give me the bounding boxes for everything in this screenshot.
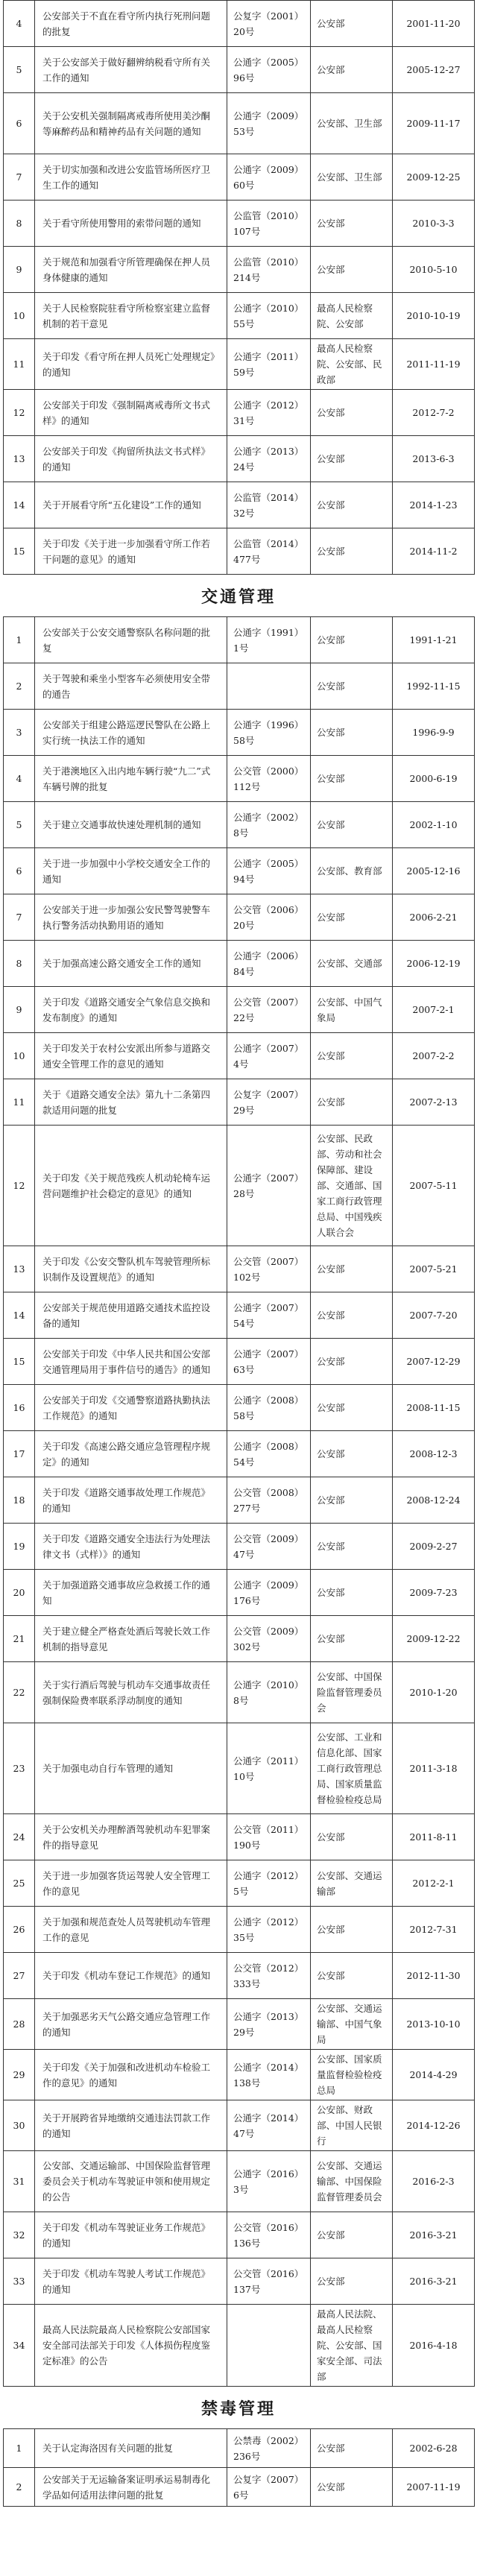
- issue-date: 2002-6-28: [393, 2429, 475, 2468]
- document-number: 公通字（2006）84号: [227, 941, 311, 987]
- issue-date: 2016-3-21: [393, 2212, 475, 2258]
- document-number: 公交管（2009）47号: [227, 1524, 311, 1570]
- issue-date: 2011-8-11: [393, 1814, 475, 1860]
- issue-date: 2008-12-3: [393, 1431, 475, 1477]
- section-header: [3, 575, 474, 616]
- row-number: 21: [4, 1616, 35, 1662]
- document-number: 公通字（2007）4号: [227, 1033, 311, 1079]
- table-row: [4, 1953, 475, 1999]
- issuing-authority: 公安部: [311, 2429, 393, 2468]
- row-number: 7: [4, 154, 35, 201]
- issue-date: 1996-9-9: [393, 710, 475, 756]
- document-number: 公交管（2016）136号: [227, 2212, 311, 2258]
- document-number: 公通字（2007）63号: [227, 1339, 311, 1385]
- document-number: 公通字（2013）29号: [227, 1999, 311, 2050]
- document-number: 公通字（2012）5号: [227, 1860, 311, 1907]
- row-number: 27: [4, 1953, 35, 1999]
- document-number: 公通字（1996）58号: [227, 710, 311, 756]
- issue-date: 2005-12-27: [393, 47, 475, 93]
- document-number: 公交管（2009）302号: [227, 1616, 311, 1662]
- row-number: 33: [4, 2258, 35, 2305]
- table-row: [4, 339, 475, 390]
- table-row: [4, 1339, 475, 1385]
- table-row: [4, 154, 475, 201]
- table-row: [4, 47, 475, 93]
- row-number: 8: [4, 941, 35, 987]
- issuing-authority: 公安部、教育部: [311, 848, 393, 894]
- row-number: 24: [4, 1814, 35, 1860]
- document-number: 公通字（2009）176号: [227, 1570, 311, 1616]
- issue-date: 2014-12-26: [393, 2100, 475, 2151]
- issuing-authority: 公安部: [311, 1616, 393, 1662]
- issue-date: 2001-11-20: [393, 1, 475, 47]
- issue-date: 2009-12-22: [393, 1616, 475, 1662]
- issuing-authority: 最高人民检察院、公安部、民政部: [311, 339, 393, 390]
- document-number: [227, 663, 311, 710]
- issuing-authority: 公安部、民政部、劳动和社会保障部、建设部、交通部、国家工商行政管理总局、中国残疾人联合会: [311, 1126, 393, 1246]
- issue-date: 2012-7-2: [393, 390, 475, 436]
- table-row: [4, 1246, 475, 1292]
- table-row: [4, 2305, 475, 2387]
- row-number: 10: [4, 293, 35, 339]
- document-title: 关于《道路交通安全法》第九十二条第四款适用问题的批复: [35, 1079, 227, 1126]
- issuing-authority: 公安部: [311, 482, 393, 528]
- document-title: 关于切实加强和改进公安监管场所医疗卫生工作的通知: [35, 154, 227, 201]
- document-title: 关于开展看守所“五化建设”工作的通知: [35, 482, 227, 528]
- document-title: 关于港澳地区入出内地车辆行驶“九二”式车辆号牌的批复: [35, 756, 227, 802]
- row-number: 8: [4, 201, 35, 247]
- issue-date: 2008-12-24: [393, 1477, 475, 1524]
- row-number: 5: [4, 47, 35, 93]
- document-title: 关于人民检察院驻看守所检察室建立监督机制的若干意见: [35, 293, 227, 339]
- row-number: 2: [4, 663, 35, 710]
- table-row: [4, 1, 475, 47]
- document-number: 公监管（2010）214号: [227, 247, 311, 293]
- issue-date: 1992-11-15: [393, 663, 475, 710]
- issue-date: 2016-3-21: [393, 2258, 475, 2305]
- row-number: 7: [4, 894, 35, 941]
- document-title: 关于开展跨省异地缴纳交通违法罚款工作的通知: [35, 2100, 227, 2151]
- document-number: 公交管（2011）190号: [227, 1814, 311, 1860]
- issue-date: 2007-2-13: [393, 1079, 475, 1126]
- row-number: 18: [4, 1477, 35, 1524]
- issue-date: 2007-2-2: [393, 1033, 475, 1079]
- issue-date: 2011-3-18: [393, 1723, 475, 1814]
- document-title: 公安部关于公安交通警察队名称问题的批复: [35, 617, 227, 663]
- issuing-authority: 公安部: [311, 1524, 393, 1570]
- table-row: [4, 1079, 475, 1126]
- document-number: 公通字（2002）8号: [227, 802, 311, 848]
- issue-date: 2005-12-16: [393, 848, 475, 894]
- table-row: [4, 1570, 475, 1616]
- document-number: 公复字（2007）29号: [227, 1079, 311, 1126]
- row-number: 26: [4, 1907, 35, 1953]
- row-number: 15: [4, 528, 35, 575]
- document-number: 公通字（2009）60号: [227, 154, 311, 201]
- row-number: 34: [4, 2305, 35, 2387]
- document-title: 关于印发《关于进一步加强看守所工作若干问题的意见》的通知: [35, 528, 227, 575]
- table-row: [4, 756, 475, 802]
- document-number: 公通字（2014）138号: [227, 2050, 311, 2100]
- issuing-authority: 公安部: [311, 436, 393, 482]
- row-number: 3: [4, 710, 35, 756]
- issuing-authority: 公安部、卫生部: [311, 154, 393, 201]
- issuing-authority: 公安部: [311, 894, 393, 941]
- issue-date: 2013-6-3: [393, 436, 475, 482]
- document-number: 公监管（2010）107号: [227, 201, 311, 247]
- table-row: [4, 2100, 475, 2151]
- row-number: 25: [4, 1860, 35, 1907]
- table-row: [4, 617, 475, 663]
- issue-date: 2014-1-23: [393, 482, 475, 528]
- document-title: 公安部关于印发《强制隔离戒毒所文书式样》的通知: [35, 390, 227, 436]
- issue-date: 1991-1-21: [393, 617, 475, 663]
- table-row: [4, 1477, 475, 1524]
- row-number: 11: [4, 1079, 35, 1126]
- issue-date: 2010-10-19: [393, 293, 475, 339]
- document-title: 最高人民法院最高人民检察院公安部国家安全部司法部关于印发《人体损伤程度鉴定标准》的公告: [35, 2305, 227, 2387]
- document-number: 公复字（2007）6号: [227, 2468, 311, 2507]
- table-row: [4, 1126, 475, 1246]
- issuing-authority: 公安部: [311, 1, 393, 47]
- row-number: 4: [4, 1, 35, 47]
- document-title: 关于建立健全严格查处酒后驾驶长效工作机制的指导意见: [35, 1616, 227, 1662]
- issuing-authority: 公安部: [311, 1079, 393, 1126]
- issuing-authority: 公安部、交通运输部、中国保险监督管理委员会: [311, 2151, 393, 2212]
- document-title: 关于认定海洛因有关问题的批复: [35, 2429, 227, 2468]
- row-number: 17: [4, 1431, 35, 1477]
- regulation-table: [3, 2428, 475, 2507]
- issue-date: 2013-10-10: [393, 1999, 475, 2050]
- document-number: 公通字（2008）58号: [227, 1385, 311, 1431]
- issue-date: 2016-4-18: [393, 2305, 475, 2387]
- table-row: [4, 848, 475, 894]
- table-row: [4, 663, 475, 710]
- issuing-authority: 公安部: [311, 1431, 393, 1477]
- regulation-table: [3, 616, 475, 2387]
- document-number: 公交管（2008）277号: [227, 1477, 311, 1524]
- table-row: [4, 894, 475, 941]
- document-number: 公通字（1991）1号: [227, 617, 311, 663]
- document-title: 关于公安机关强制隔离戒毒所使用美沙酮等麻醉药品和精神药品有关问题的通知: [35, 93, 227, 154]
- row-number: 23: [4, 1723, 35, 1814]
- issuing-authority: 公安部: [311, 1033, 393, 1079]
- document-number: 公通字（2013）24号: [227, 436, 311, 482]
- issue-date: 2009-11-17: [393, 93, 475, 154]
- row-number: 13: [4, 1246, 35, 1292]
- table-row: [4, 2258, 475, 2305]
- row-number: 14: [4, 482, 35, 528]
- row-number: 22: [4, 1662, 35, 1723]
- document-number: 公交管（2016）137号: [227, 2258, 311, 2305]
- document-title: 关于加强道路交通事故应急救援工作的通知: [35, 1570, 227, 1616]
- table-row: [4, 710, 475, 756]
- table-row: [4, 390, 475, 436]
- row-number: 11: [4, 339, 35, 390]
- issue-date: 2007-5-21: [393, 1246, 475, 1292]
- document-title: 关于公安机关办理醉酒驾驶机动车犯罪案件的指导意见: [35, 1814, 227, 1860]
- issuing-authority: 公安部: [311, 756, 393, 802]
- document-title: 关于印发《高速公路交通应急管理程序规定》的通知: [35, 1431, 227, 1477]
- document-number: 公通字（2010）8号: [227, 1662, 311, 1723]
- issuing-authority: 公安部、财政部、中国人民银行: [311, 2100, 393, 2151]
- document-number: 公监管（2014）477号: [227, 528, 311, 575]
- document-title: 关于加强恶劣天气公路交通应急管理工作的通知: [35, 1999, 227, 2050]
- issue-date: 2014-11-2: [393, 528, 475, 575]
- table-row: [4, 1860, 475, 1907]
- section-title: 交通管理: [200, 587, 276, 607]
- row-number: 9: [4, 247, 35, 293]
- document-title: 公安部关于不直在看守所内执行死刑问题的批复: [35, 1, 227, 47]
- table-row: [4, 293, 475, 339]
- table-row: [4, 2050, 475, 2100]
- document-number: 公通字（2014）47号: [227, 2100, 311, 2151]
- document-title: 关于印发《关于规范残疾人机动轮椅车运营问题维护社会稳定的意见》的通知: [35, 1126, 227, 1246]
- table-row: [4, 528, 475, 575]
- table-row: [4, 1616, 475, 1662]
- document-title: 关于印发关于农村公安派出所参与道路交通安全管理工作的意见的通知: [35, 1033, 227, 1079]
- document-title: 关于建立交通事故快速处理机制的通知: [35, 802, 227, 848]
- table-row: [4, 2212, 475, 2258]
- row-number: 12: [4, 1126, 35, 1246]
- issuing-authority: 公安部: [311, 802, 393, 848]
- document-title: 公安部关于印发《交通警察道路执勤执法工作规范》的通知: [35, 1385, 227, 1431]
- issue-date: 2007-11-19: [393, 2468, 475, 2507]
- table-row: [4, 2151, 475, 2212]
- document-title: 关于进一步加强客货运驾驶人安全管理工作的意见: [35, 1860, 227, 1907]
- document-number: 公通字（2009）53号: [227, 93, 311, 154]
- issuing-authority: 公安部: [311, 1907, 393, 1953]
- document-title: 关于加强和规范查处人员驾驶机动车管理工作的意见: [35, 1907, 227, 1953]
- document-title: 关于印发《机动车登记工作规范》的通知: [35, 1953, 227, 1999]
- document-number: 公交管（2007）22号: [227, 987, 311, 1033]
- document-title: 关于实行酒后驾驶与机动车交通事故责任强制保险费率联系浮动制度的通知: [35, 1662, 227, 1723]
- table-row: [4, 802, 475, 848]
- table-row: [4, 1999, 475, 2050]
- row-number: 19: [4, 1524, 35, 1570]
- issue-date: 2012-2-1: [393, 1860, 475, 1907]
- table-row: [4, 436, 475, 482]
- issuing-authority: 公安部: [311, 2468, 393, 2507]
- table-row: [4, 1907, 475, 1953]
- issue-date: 2006-12-19: [393, 941, 475, 987]
- issuing-authority: 公安部: [311, 1339, 393, 1385]
- document-title: 公安部关于印发《中华人民共和国公安部交通管理局用于事件信号的通告》的通知: [35, 1339, 227, 1385]
- document-title: 公安部、交通运输部、中国保险监督管理委员会关于机动车驾驶证申领和使用规定的公告: [35, 2151, 227, 2212]
- row-number: 31: [4, 2151, 35, 2212]
- document-title: 关于加强电动自行车管理的通知: [35, 1723, 227, 1814]
- document-number: 公通字（2012）35号: [227, 1907, 311, 1953]
- table-row: [4, 93, 475, 154]
- issue-date: 2007-5-11: [393, 1126, 475, 1246]
- issue-date: 2016-2-3: [393, 2151, 475, 2212]
- issue-date: 2007-12-29: [393, 1339, 475, 1385]
- document-number: 公监管（2014）32号: [227, 482, 311, 528]
- row-number: 14: [4, 1292, 35, 1339]
- issuing-authority: 公安部、交通部: [311, 941, 393, 987]
- row-number: 6: [4, 848, 35, 894]
- row-number: 12: [4, 390, 35, 436]
- document-number: 公通字（2008）54号: [227, 1431, 311, 1477]
- document-title: 关于印发《公安交警队机车驾驶管理所标识制作及设置规范》的通知: [35, 1246, 227, 1292]
- table-row: [4, 1524, 475, 1570]
- document-number: 公交管（2007）102号: [227, 1246, 311, 1292]
- section-header: [3, 2387, 474, 2428]
- issue-date: 2000-6-19: [393, 756, 475, 802]
- document-title: 关于印发《机动车驾驶人考试工作规范》的通知: [35, 2258, 227, 2305]
- issuing-authority: 公安部: [311, 1292, 393, 1339]
- document-number: 公通字（2016）3号: [227, 2151, 311, 2212]
- issuing-authority: 公安部: [311, 1385, 393, 1431]
- row-number: 1: [4, 617, 35, 663]
- document-title: 公安部关于规范使用道路交通技术监控设备的通知: [35, 1292, 227, 1339]
- issuing-authority: 公安部、中国保险监督管理委员会: [311, 1662, 393, 1723]
- document-number: 公禁毒（2002）236号: [227, 2429, 311, 2468]
- document-number: 公通字（2010）55号: [227, 293, 311, 339]
- document-number: 公交管（2012）333号: [227, 1953, 311, 1999]
- issue-date: 2002-1-10: [393, 802, 475, 848]
- document-number: 公通字（2011）59号: [227, 339, 311, 390]
- issuing-authority: 公安部: [311, 201, 393, 247]
- table-row: [4, 1385, 475, 1431]
- document-title: 关于印发《看守所在押人员死亡处理规定》的通知: [35, 339, 227, 390]
- issue-date: 2009-12-25: [393, 154, 475, 201]
- row-number: 6: [4, 93, 35, 154]
- table-row: [4, 1814, 475, 1860]
- table-row: [4, 247, 475, 293]
- row-number: 30: [4, 2100, 35, 2151]
- row-number: 9: [4, 987, 35, 1033]
- issuing-authority: 公安部: [311, 47, 393, 93]
- issuing-authority: 公安部、卫生部: [311, 93, 393, 154]
- issue-date: 2008-11-15: [393, 1385, 475, 1431]
- issuing-authority: 公安部: [311, 1477, 393, 1524]
- document-title: 关于加强高速公路交通安全工作的通知: [35, 941, 227, 987]
- issue-date: 2010-3-3: [393, 201, 475, 247]
- issue-date: 2007-7-20: [393, 1292, 475, 1339]
- document-number: 公通字（2011）10号: [227, 1723, 311, 1814]
- document-title: 公安部关于印发《拘留所执法文书式样》的通知: [35, 436, 227, 482]
- issuing-authority: 公安部: [311, 2258, 393, 2305]
- row-number: 13: [4, 436, 35, 482]
- row-number: 15: [4, 1339, 35, 1385]
- issue-date: 2012-7-31: [393, 1907, 475, 1953]
- row-number: 1: [4, 2429, 35, 2468]
- document-title: 关于印发《关于加强和改进机动车检验工作的意见》的通知: [35, 2050, 227, 2100]
- table-row: [4, 987, 475, 1033]
- table-row: [4, 2468, 475, 2507]
- issue-date: 2009-7-23: [393, 1570, 475, 1616]
- issuing-authority: 公安部: [311, 1570, 393, 1616]
- row-number: 4: [4, 756, 35, 802]
- table-row: [4, 201, 475, 247]
- issuing-authority: 最高人民检察院、公安部: [311, 293, 393, 339]
- issue-date: 2007-2-1: [393, 987, 475, 1033]
- row-number: 2: [4, 2468, 35, 2507]
- row-number: 16: [4, 1385, 35, 1431]
- document-title: 关于印发《机动车驾驶证业务工作规范》的通知: [35, 2212, 227, 2258]
- table-row: [4, 941, 475, 987]
- issuing-authority: 公安部: [311, 390, 393, 436]
- document-title: 关于规范和加强看守所管理确保在押人员身体健康的通知: [35, 247, 227, 293]
- document-number: 公通字（2005）96号: [227, 47, 311, 93]
- issuing-authority: 公安部、国家质量监督检验检疫总局: [311, 2050, 393, 2100]
- issue-date: 2014-4-29: [393, 2050, 475, 2100]
- document-title: 关于看守所使用警用的索带问题的通知: [35, 201, 227, 247]
- table-row: [4, 1033, 475, 1079]
- document-number: 公复字（2001）20号: [227, 1, 311, 47]
- document-number: [227, 2305, 311, 2387]
- issuing-authority: 公安部: [311, 1246, 393, 1292]
- document-number: 公通字（2007）28号: [227, 1126, 311, 1246]
- issuing-authority: 公安部: [311, 2212, 393, 2258]
- issue-date: 2006-2-21: [393, 894, 475, 941]
- row-number: 10: [4, 1033, 35, 1079]
- issuing-authority: 公安部、中国气象局: [311, 987, 393, 1033]
- table-row: [4, 1431, 475, 1477]
- section-title: 禁毒管理: [200, 2399, 276, 2419]
- issuing-authority: 公安部: [311, 1953, 393, 1999]
- issuing-authority: 公安部: [311, 528, 393, 575]
- table-row: [4, 482, 475, 528]
- table-row: [4, 1723, 475, 1814]
- row-number: 28: [4, 1999, 35, 2050]
- issuing-authority: 公安部、工业和信息化部、国家工商行政管理总局、国家质量监督检验检疫总局: [311, 1723, 393, 1814]
- document-number: 公交管（2000）112号: [227, 756, 311, 802]
- table-row: [4, 1292, 475, 1339]
- document-number: 公通字（2007）54号: [227, 1292, 311, 1339]
- document-title: 关于印发《道路交通事故处理工作规范》的通知: [35, 1477, 227, 1524]
- document-title: 关于驾驶和乘坐小型客车必须使用安全带的通告: [35, 663, 227, 710]
- issuing-authority: 公安部: [311, 663, 393, 710]
- issuing-authority: 公安部: [311, 1814, 393, 1860]
- document-title: 关于印发《道路交通安全违法行为处理法律文书（式样）》的通知: [35, 1524, 227, 1570]
- row-number: 5: [4, 802, 35, 848]
- document-number: 公通字（2005）94号: [227, 848, 311, 894]
- document-title: 关于进一步加强中小学校交通安全工作的通知: [35, 848, 227, 894]
- regulation-table: [3, 0, 475, 575]
- document-title: 关于印发《道路交通安全气象信息交换和发布制度》的通知: [35, 987, 227, 1033]
- issue-date: 2009-2-27: [393, 1524, 475, 1570]
- document-title: 公安部关于进一步加强公安民警驾驶警车执行警务活动执勤用语的通知: [35, 894, 227, 941]
- document-number: 公交管（2006）20号: [227, 894, 311, 941]
- document-number: 公通字（2012）31号: [227, 390, 311, 436]
- issue-date: 2011-11-19: [393, 339, 475, 390]
- issuing-authority: 公安部: [311, 247, 393, 293]
- document-title: 公安部关于无运输备案证明承运易制毒化学品如何适用法律问题的批复: [35, 2468, 227, 2507]
- document-title: 关于公安部关于做好翻辨纳税看守所有关工作的通知: [35, 47, 227, 93]
- issuing-authority: 最高人民法院、最高人民检察院、公安部、国家安全部、司法部: [311, 2305, 393, 2387]
- issuing-authority: 公安部、交通运输部: [311, 1860, 393, 1907]
- row-number: 29: [4, 2050, 35, 2100]
- table-row: [4, 1662, 475, 1723]
- row-number: 20: [4, 1570, 35, 1616]
- issuing-authority: 公安部、交通运输部、中国气象局: [311, 1999, 393, 2050]
- issue-date: 2010-1-20: [393, 1662, 475, 1723]
- row-number: 32: [4, 2212, 35, 2258]
- table-row: [4, 2429, 475, 2468]
- issue-date: 2012-11-30: [393, 1953, 475, 1999]
- issuing-authority: 公安部: [311, 617, 393, 663]
- issue-date: 2010-5-10: [393, 247, 475, 293]
- issuing-authority: 公安部: [311, 710, 393, 756]
- document-title: 公安部关于组建公路巡逻民警队在公路上实行统一执法工作的通知: [35, 710, 227, 756]
